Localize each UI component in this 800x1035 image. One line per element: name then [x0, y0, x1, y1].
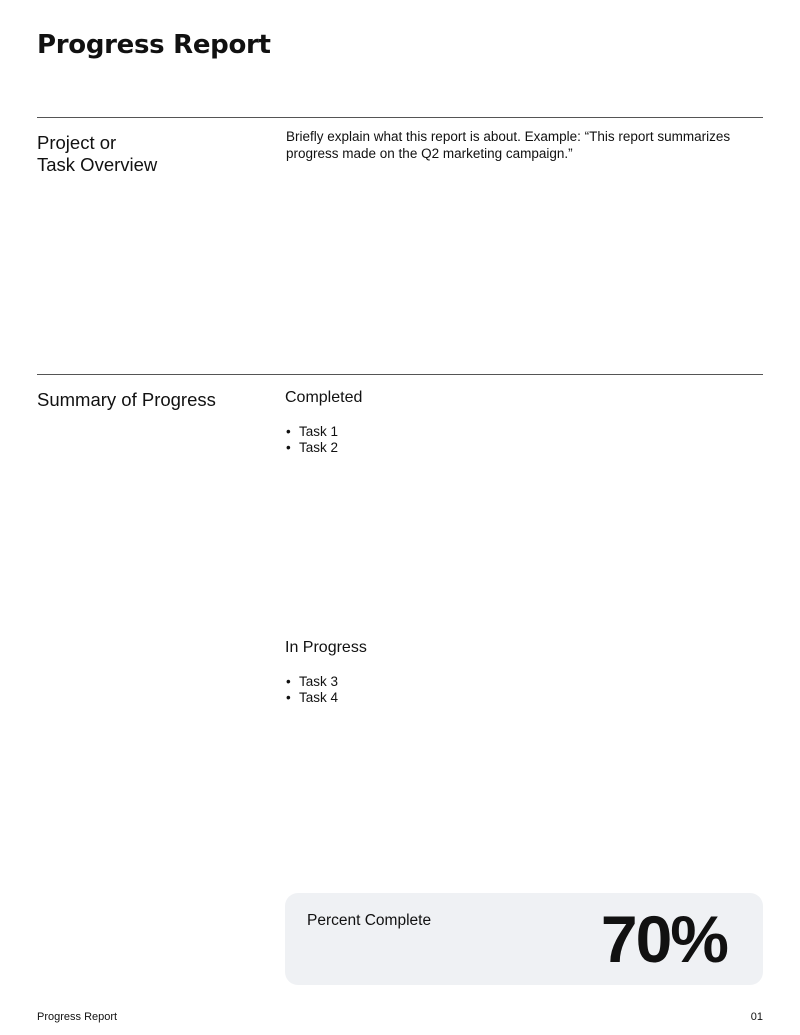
divider	[37, 117, 763, 118]
overview-label-line2: Task Overview	[37, 154, 158, 175]
completed-heading: Completed	[285, 389, 363, 406]
list-item: • Task 4	[286, 690, 338, 706]
footer-title: Progress Report	[37, 1011, 118, 1023]
list-item: • Task 3	[286, 674, 338, 690]
divider	[37, 374, 763, 375]
percent-complete-card	[285, 893, 763, 985]
overview-label	[37, 132, 157, 176]
in-progress-heading: In Progress	[285, 639, 367, 656]
list-item: • Task 2	[286, 440, 338, 456]
page-number: 01	[750, 1011, 763, 1023]
in-progress-list	[286, 674, 338, 706]
summary-label: Summary of Progress	[37, 389, 216, 410]
percent-complete-label: Percent Complete	[307, 912, 432, 929]
percent-complete-value: 70%	[600, 902, 727, 976]
page-title: Progress Report	[37, 30, 271, 60]
overview-text: Briefly explain what this report is about. Example: “This report summarizes progress made on the Q2 marketing campaign.”	[286, 129, 731, 161]
overview-label-line1: Project or	[37, 132, 117, 153]
completed-list	[286, 424, 338, 456]
list-item: • Task 1	[286, 424, 338, 440]
